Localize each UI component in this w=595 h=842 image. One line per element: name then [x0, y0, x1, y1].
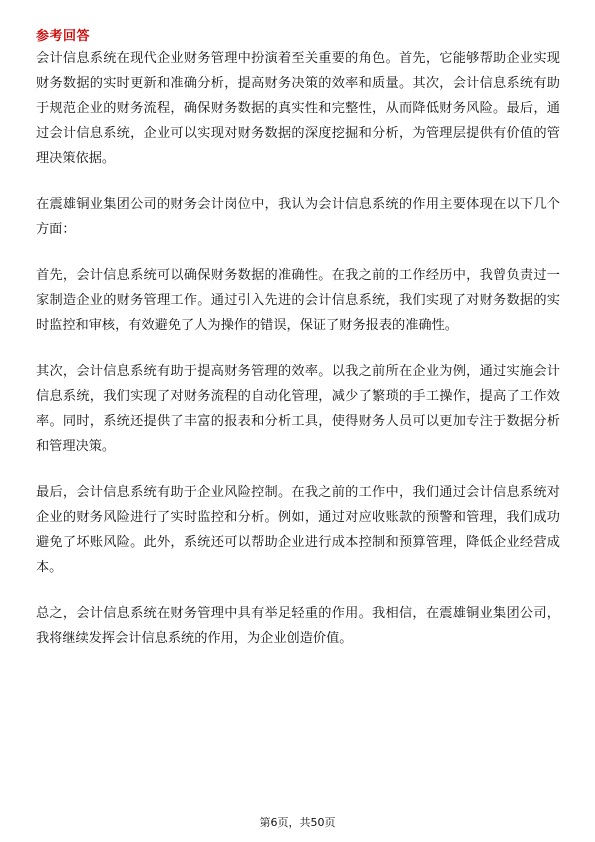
- answer-body: [36, 46, 560, 672]
- paragraph-risk-control: 最后，会计信息系统有助于企业风险控制。在我之前的工作中，我们通过会计信息系统对企业的财务风险进行了实时监控和分析。例如，通过对应收账款的预警和管理，我们成功避免了坏账风险。此外，系统还可以帮助企业进行成本控制和预算管理，降低企业经营成本。: [36, 485, 560, 575]
- page-number: 第6页，共50页: [259, 816, 336, 829]
- paragraph-intro: 会计信息系统在现代企业财务管理中扮演着至关重要的角色。首先，它能够帮助企业实现财务数据的实时更新和准确分析，提高财务决策的效率和质量。其次，会计信息系统有助于规范企业的财务流程，确保财务数据的真实性和完整性，从而降低财务风险。最后，通过会计信息系统，企业可以实现对财务数据的深度挖掘和分析，为管理层提供有价值的管理决策依据。: [36, 51, 560, 166]
- paragraph-conclusion: 总之，会计信息系统在财务管理中具有举足轻重的作用。我相信，在震雄铜业集团公司，我将继续发挥会计信息系统的作用，为企业创造价值。: [36, 606, 560, 646]
- paragraph-efficiency: 其次，会计信息系统有助于提高财务管理的效率。以我之前所在企业为例，通过实施会计信息系统，我们实现了对财务流程的自动化管理，减少了繁琐的手工操作，提高了工作效率。同时，系统还提供了丰富的报表和分析工具，使得财务人员可以更加专注于数据分析和管理决策。: [36, 364, 560, 454]
- section-heading: 参考回答: [36, 29, 91, 44]
- paragraph-role-context: 在震雄铜业集团公司的财务会计岗位中，我认为会计信息系统的作用主要体现在以下几个方面：: [36, 197, 560, 237]
- paragraph-accuracy: 首先，会计信息系统可以确保财务数据的准确性。在我之前的工作经历中，我曾负责过一家制造企业的财务管理工作。通过引入先进的会计信息系统，我们实现了对财务数据的实时监控和审核，有效避免了人为操作的错误，保证了财务报表的准确性。: [36, 268, 560, 333]
